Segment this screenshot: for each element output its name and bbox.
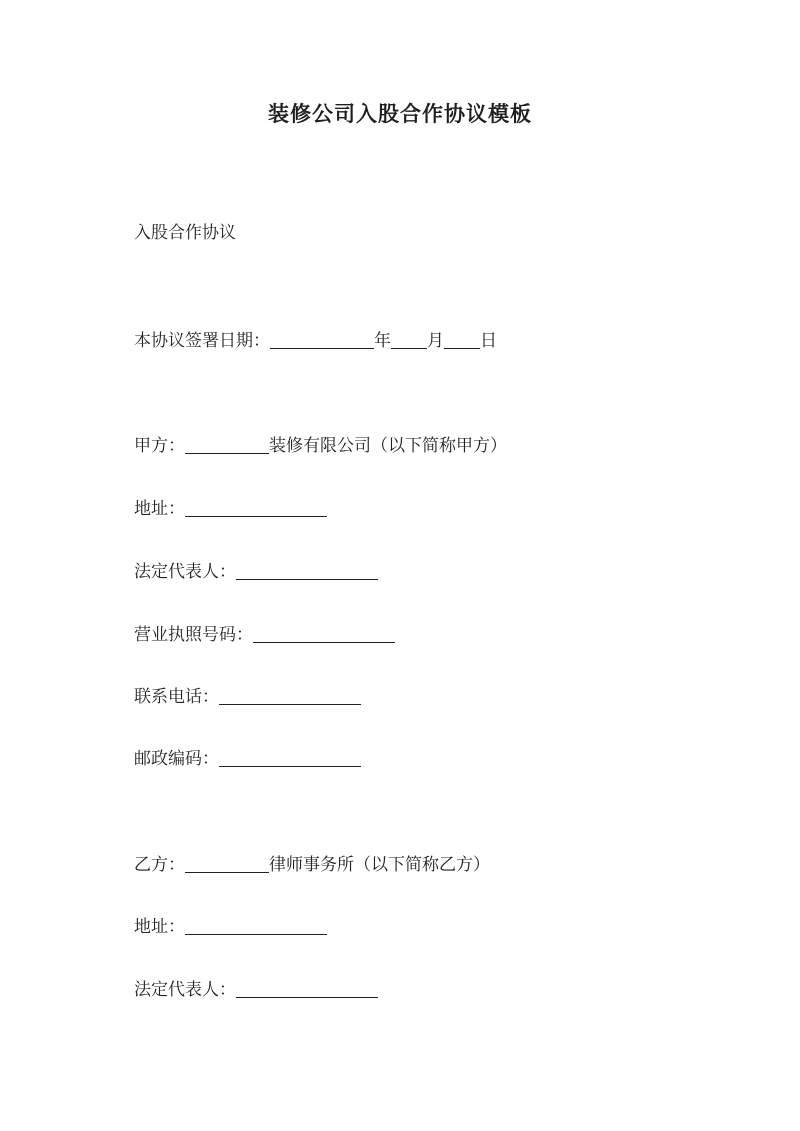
- party-b-legal-rep-blank: [236, 980, 378, 998]
- party-b-address-line: [134, 912, 327, 937]
- party-b-legal-rep-label: 法定代表人：: [134, 980, 236, 1000]
- party-b-name-blank: [185, 855, 269, 873]
- party-b-address-label: 地址：: [134, 917, 185, 937]
- party-a-legal-rep-line: [134, 557, 378, 582]
- day-label: 日: [480, 331, 497, 351]
- day-blank: [444, 331, 480, 349]
- year-blank: [270, 331, 374, 349]
- party-a-legal-rep-blank: [236, 562, 378, 580]
- party-b-label: 乙方：: [134, 855, 185, 875]
- year-label: 年: [374, 331, 391, 351]
- party-a-postcode-line: [134, 744, 361, 769]
- party-a-license-line: [134, 620, 395, 645]
- month-label: 月: [427, 331, 444, 351]
- sign-date-line: [134, 326, 497, 351]
- document-title: 装修公司入股合作协议模板: [268, 101, 532, 126]
- party-a-license-blank: [253, 625, 395, 643]
- party-a-address-label: 地址：: [134, 499, 185, 519]
- party-a-phone-blank: [219, 687, 361, 705]
- party-a-line: [134, 431, 507, 456]
- party-b-legal-rep-line: [134, 975, 378, 1000]
- party-a-address-line: [134, 494, 327, 519]
- party-b-suffix: 律师事务所（以下简称乙方）: [269, 855, 490, 875]
- party-b-line: [134, 850, 490, 875]
- agreement-subtitle: 入股合作协议: [134, 223, 236, 243]
- party-a-license-label: 营业执照号码：: [134, 625, 253, 645]
- party-a-suffix: 装修有限公司（以下简称甲方）: [269, 436, 507, 456]
- month-blank: [391, 331, 427, 349]
- party-a-phone-line: [134, 682, 361, 707]
- party-a-label: 甲方：: [134, 436, 185, 456]
- party-a-legal-rep-label: 法定代表人：: [134, 562, 236, 582]
- party-a-phone-label: 联系电话：: [134, 687, 219, 707]
- party-a-address-blank: [185, 499, 327, 517]
- party-b-address-blank: [185, 917, 327, 935]
- party-a-name-blank: [185, 436, 269, 454]
- party-a-postcode-label: 邮政编码：: [134, 749, 219, 769]
- sign-date-label: 本协议签署日期：: [134, 331, 270, 351]
- party-a-postcode-blank: [219, 749, 361, 767]
